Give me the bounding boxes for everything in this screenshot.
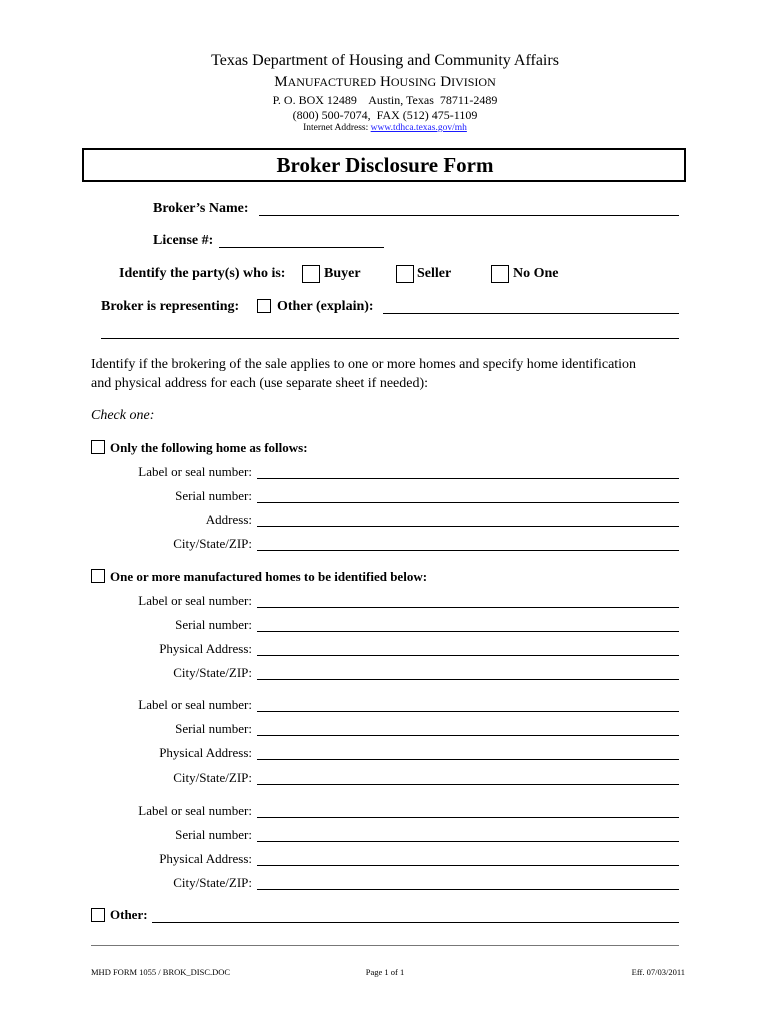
brokers-name-label: Broker’s Name: <box>153 201 249 216</box>
phone-fax: (800) 500-7074, FAX (512) 475-1109 <box>292 108 478 122</box>
option-only-following-checkbox[interactable] <box>91 440 105 454</box>
label-seal-label: Label or seal number: <box>138 697 252 712</box>
instructions-line-2: and physical address for each (use separate sheet if needed): <box>91 376 429 391</box>
address-label: Address: <box>205 512 252 527</box>
other-explain-label: Other (explain): <box>277 299 374 314</box>
address-field[interactable] <box>257 526 679 527</box>
footer-page-number: Page 1 of 1 <box>365 967 405 977</box>
serial-field[interactable] <box>257 502 679 503</box>
form-title: Broker Disclosure Form <box>276 153 494 177</box>
city-state-zip-field[interactable] <box>257 784 679 785</box>
internet-label: Internet Address: <box>303 123 369 133</box>
seller-label: Seller <box>417 266 452 281</box>
physical-address-field[interactable] <box>257 865 679 866</box>
label-seal-field[interactable] <box>257 711 679 712</box>
representing-label: Broker is representing: <box>101 299 240 314</box>
other-explain-checkbox[interactable] <box>257 299 271 313</box>
label-seal-label: Label or seal number: <box>138 803 252 818</box>
internet-address <box>0 123 770 133</box>
label-seal-field[interactable] <box>257 607 679 608</box>
city-state-zip-field[interactable] <box>257 550 679 551</box>
agency-name: Texas Department of Housing and Community Affairs <box>211 52 559 69</box>
other-label: Other: <box>110 907 148 922</box>
option-only-following-label: Only the following home as follows: <box>110 440 308 455</box>
serial-field[interactable] <box>257 841 679 842</box>
seller-checkbox[interactable] <box>396 265 414 283</box>
buyer-label: Buyer <box>324 266 361 281</box>
footer-effective-date: Eff. 07/03/2011 <box>631 967 685 977</box>
serial-field[interactable] <box>257 735 679 736</box>
buyer-checkbox[interactable] <box>302 265 320 283</box>
website-link[interactable]: www.tdhca.texas.gov/mh <box>370 123 467 133</box>
other-checkbox[interactable] <box>91 908 105 922</box>
option-one-or-more-checkbox[interactable] <box>91 569 105 583</box>
city-state-zip-field[interactable] <box>257 679 679 680</box>
no-one-label: No One <box>513 266 559 281</box>
label-seal-label: Label or seal number: <box>138 593 252 608</box>
option-one-or-more-label: One or more manufactured homes to be identified below: <box>110 569 428 584</box>
serial-label: Serial number: <box>175 721 252 736</box>
city-state-zip-field[interactable] <box>257 889 679 890</box>
other-explain-field[interactable] <box>383 313 679 314</box>
city-state-zip-label: City/State/ZIP: <box>173 875 252 890</box>
license-field[interactable] <box>219 247 384 248</box>
physical-address-label: Physical Address: <box>159 851 252 866</box>
city-state-zip-label: City/State/ZIP: <box>173 665 252 680</box>
physical-address-field[interactable] <box>257 655 679 656</box>
label-seal-field[interactable] <box>257 478 679 479</box>
other-field-2[interactable] <box>91 945 679 946</box>
other-field[interactable] <box>152 922 679 923</box>
identify-party-label: Identify the party(s) who is: <box>119 266 286 281</box>
physical-address-field[interactable] <box>257 759 679 760</box>
physical-address-label: Physical Address: <box>159 641 252 656</box>
label-seal-label: Label or seal number: <box>138 464 252 479</box>
serial-label: Serial number: <box>175 488 252 503</box>
physical-address-label: Physical Address: <box>159 745 252 760</box>
label-seal-field[interactable] <box>257 817 679 818</box>
city-state-zip-label: City/State/ZIP: <box>173 536 252 551</box>
mailing-address: P. O. BOX 12489 Austin, Texas 78711-2489 <box>272 93 498 107</box>
footer-form-id: MHD FORM 1055 / BROK_DISC.DOC <box>91 967 231 977</box>
no-one-checkbox[interactable] <box>491 265 509 283</box>
check-one-label: Check one: <box>91 408 155 423</box>
serial-label: Serial number: <box>175 827 252 842</box>
serial-field[interactable] <box>257 631 679 632</box>
serial-label: Serial number: <box>175 617 252 632</box>
division-name: MANUFACTURED HOUSING DIVISION <box>274 74 496 90</box>
brokers-name-field[interactable] <box>259 215 679 216</box>
city-state-zip-label: City/State/ZIP: <box>173 770 252 785</box>
other-explain-field-2[interactable] <box>101 338 679 339</box>
license-label: License #: <box>153 233 214 248</box>
instructions-line-1: Identify if the brokering of the sale applies to one or more homes and specify home identification <box>91 357 637 372</box>
